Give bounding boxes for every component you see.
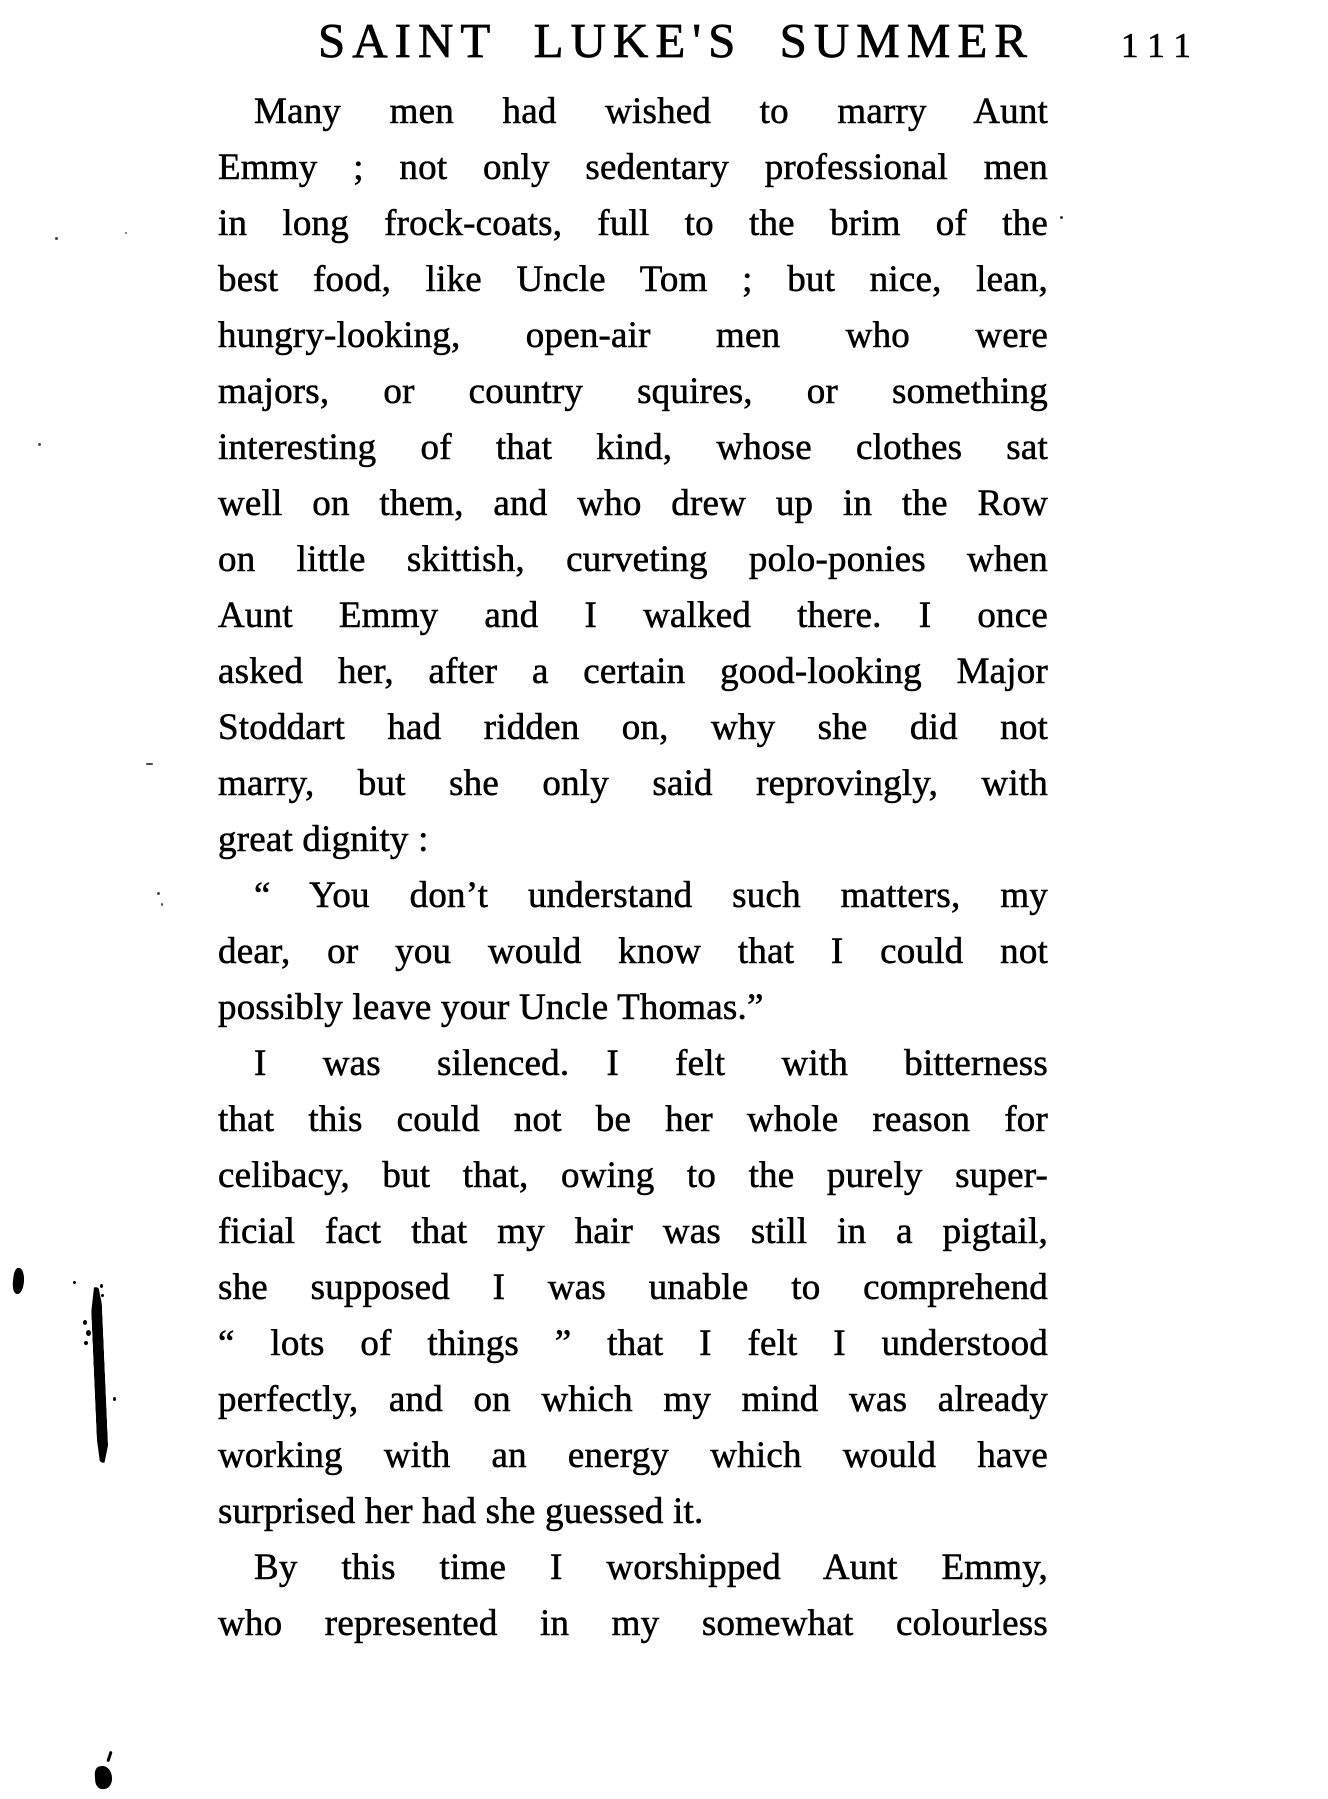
text-line: in long frock-coats, full to the brim of the [218, 203, 1048, 244]
text-line: surprised her had she guessed it. [218, 1491, 704, 1532]
text-line: majors, or country squires, or something [218, 371, 1048, 412]
ink-speck [125, 232, 127, 234]
text-line: celibacy, but that, owing to the purely super- [218, 1155, 1048, 1196]
text-line: Aunt Emmy and I walked there. I once [218, 595, 1048, 636]
text-line: best food, like Uncle Tom ; but nice, lean, [218, 259, 1048, 300]
text-line: “ lots of things ” that I felt I understood [218, 1323, 1048, 1364]
text-line: ficial fact that my hair was still in a pigtail, [218, 1211, 1048, 1252]
ink-speck [101, 1294, 104, 1297]
ink-speck [113, 1397, 116, 1401]
ink-speck [84, 1341, 88, 1345]
text-line: great dignity : [218, 819, 429, 860]
text-line: working with an energy which would have [218, 1435, 1048, 1476]
running-header-title: SAINT LUKE'S SUMMER [318, 13, 1034, 68]
ink-dash-artifact [146, 763, 153, 765]
ink-speck [73, 1281, 76, 1284]
text-line: I was silenced. I felt with bitterness [254, 1043, 1048, 1084]
text-line: well on them, and who drew up in the Row [218, 483, 1048, 524]
text-line: Emmy ; not only sedentary professional men [218, 147, 1048, 188]
ink-tick-artifact [106, 1751, 112, 1762]
text-line: dear, or you would know that I could not [218, 931, 1048, 972]
page-body-text [218, 84, 1048, 1652]
text-line: asked her, after a certain good-looking Major [218, 651, 1048, 692]
ink-speck [161, 903, 163, 906]
ink-speck [100, 1284, 103, 1288]
text-line: Many men had wished to marry Aunt [254, 91, 1048, 132]
ink-blob-artifact [12, 1267, 26, 1294]
text-line: Stoddart had ridden on, why she did not [218, 707, 1048, 748]
text-line: hungry-looking, open-air men who were [218, 315, 1048, 356]
text-line: By this time I worshipped Aunt Emmy, [254, 1547, 1048, 1588]
ink-speck [1060, 216, 1063, 219]
ink-speck [157, 892, 160, 895]
text-line: marry, but she only said reprovingly, with [218, 763, 1048, 804]
text-line: who represented in my somewhat colourless [218, 1603, 1048, 1644]
text-line: perfectly, and on which my mind was already [218, 1379, 1048, 1420]
ink-speck [55, 237, 58, 240]
page-number: 111 [1121, 26, 1201, 65]
text-line: on little skittish, curveting polo-ponies when [218, 539, 1048, 580]
ink-speck [83, 1320, 87, 1325]
ink-blob-artifact [94, 1765, 113, 1789]
ink-speck [86, 1330, 91, 1336]
text-line: that this could not be her whole reason for [218, 1099, 1048, 1140]
ink-speck [38, 443, 41, 446]
text-line: “ You don’t understand such matters, my [254, 875, 1048, 916]
text-line: interesting of that kind, whose clothes sat [218, 427, 1048, 468]
ink-stroke-artifact [90, 1287, 109, 1463]
text-line: she supposed I was unable to comprehend [218, 1267, 1048, 1308]
text-line: possibly leave your Uncle Thomas.” [218, 987, 764, 1028]
